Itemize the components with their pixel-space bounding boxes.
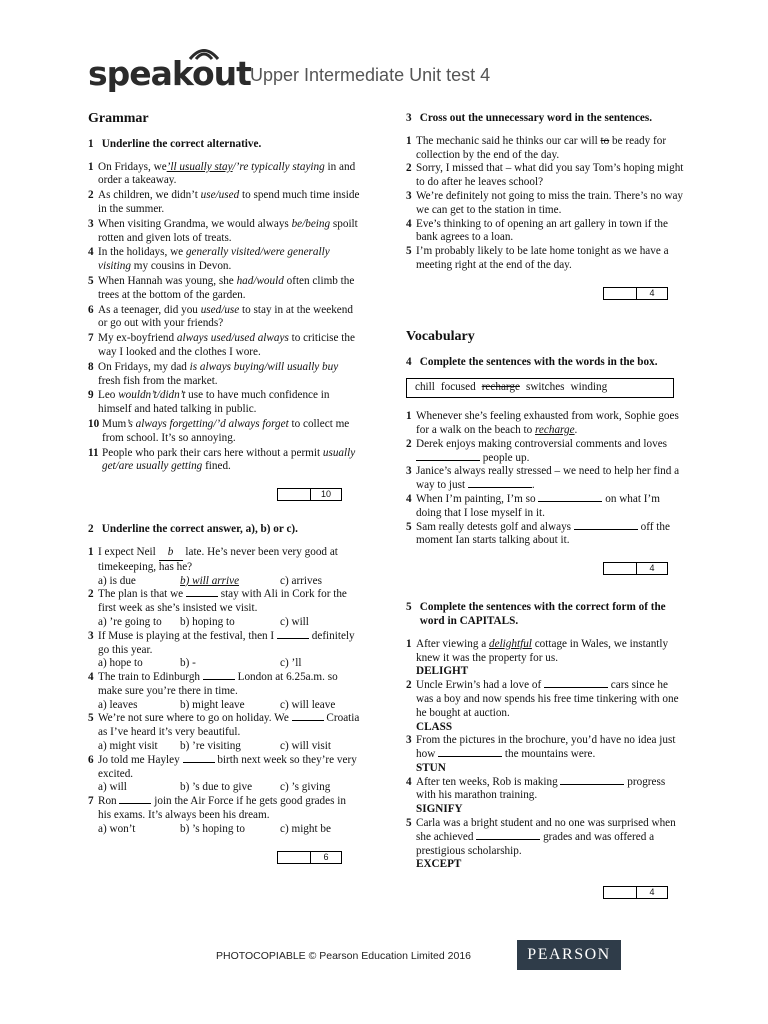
- capital-word: SIGNIFY: [416, 803, 463, 816]
- option-b: b) ’s hoping to: [180, 822, 245, 835]
- item-text: [98, 246, 360, 274]
- right-column: [406, 112, 686, 899]
- item-number: 4: [406, 492, 412, 505]
- item-text: [416, 734, 686, 762]
- item-text-part: The plan is that we: [98, 588, 186, 601]
- alternative-a: usually get/are usually getting: [102, 446, 356, 473]
- answer-blank: delightful: [489, 637, 532, 650]
- q2-items: [88, 546, 360, 837]
- item-number: 2: [406, 679, 412, 692]
- option-a: a) won’t: [98, 822, 136, 835]
- q1-instruction: 1 Underline the correct alternative.: [88, 137, 262, 150]
- option-a: a) might visit: [98, 740, 158, 753]
- q2-instruction: 2 Underline the correct answer, a), b) or c).: [88, 523, 298, 536]
- item-text: [98, 332, 360, 360]
- list-item: [406, 162, 686, 190]
- answer-blank: [538, 501, 602, 502]
- list-item: [88, 418, 360, 446]
- grammar-title: Grammar: [88, 111, 149, 126]
- item-text: [98, 754, 360, 782]
- item-text-part: in and order a takeaway.: [98, 160, 356, 187]
- item-number: 2: [406, 162, 412, 175]
- item-number: 3: [406, 465, 412, 478]
- item-text-part: birth next week so they’re very excited.: [98, 753, 357, 780]
- option-c: c) ’ll: [280, 657, 302, 670]
- answer-blank: [438, 756, 502, 757]
- item-text-part: join the Air Force if he gets good grades in his exams. It’s always been his dream.: [98, 795, 346, 822]
- item-text: [98, 389, 360, 417]
- list-item: [406, 245, 686, 273]
- answer-options: [88, 657, 360, 671]
- option-a: a) leaves: [98, 698, 138, 711]
- alternative-a: always used/used always: [176, 332, 289, 345]
- item-text-part: cottage in Wales, we instantly knew it was the property for us.: [416, 637, 669, 664]
- q3-items: [406, 135, 686, 273]
- list-item: [406, 734, 686, 762]
- answer-blank: [203, 679, 235, 680]
- answer-blank: [416, 460, 480, 461]
- item-text: [98, 361, 360, 389]
- item-text-part: my cousins in Devon.: [130, 260, 232, 273]
- list-item: [88, 671, 360, 699]
- item-text-part: London at 6.25a.m. so make sure you’re there in time.: [98, 671, 338, 697]
- list-item: [88, 218, 360, 246]
- list-item: [406, 135, 686, 163]
- item-number: 5: [406, 245, 412, 258]
- item-number: 5: [406, 520, 412, 533]
- item-number: 1: [406, 134, 412, 147]
- item-text: [416, 245, 686, 273]
- list-item: [88, 361, 360, 389]
- box-word: recharge: [481, 381, 520, 394]
- item-text-part: When visiting Grandma, we would always: [98, 217, 292, 230]
- option-a: a) hope to: [98, 657, 143, 670]
- q3-score-box: 4: [406, 287, 668, 300]
- q2-score-box: 6: [88, 851, 342, 864]
- list-item: [88, 588, 360, 616]
- item-number: 4: [406, 775, 412, 788]
- capital-word: CLASS: [416, 720, 453, 733]
- item-number: 3: [88, 217, 94, 230]
- item-text-part: people up.: [480, 451, 530, 464]
- q5-score-box: 4: [406, 886, 668, 899]
- item-text-part: My ex-boyfriend: [98, 332, 177, 345]
- q5-instruction: 5 Complete the sentences with the correct form of the word in CAPITALS.: [406, 601, 666, 627]
- item-text-part: After viewing a: [416, 637, 490, 650]
- answer-options: [88, 616, 360, 630]
- alternative-b: ’re typically staying: [235, 160, 325, 173]
- item-text: [102, 447, 360, 475]
- item-text-part: After ten weeks, Rob is making: [416, 775, 561, 788]
- list-item: [88, 332, 360, 360]
- item-number: 7: [88, 332, 94, 345]
- answer-blank: [560, 784, 624, 785]
- q3-instruction: 3 Cross out the unnecessary word in the sentences.: [406, 112, 653, 124]
- item-number: 10: [88, 417, 100, 430]
- item-text-part: to stay in at the weekend or go out with your friends?: [98, 303, 353, 330]
- capital-word: STUN: [416, 761, 446, 774]
- option-c: c) arrives: [280, 574, 322, 587]
- item-number: 9: [88, 389, 94, 402]
- item-text: [416, 817, 686, 858]
- item-number: 6: [88, 303, 94, 316]
- item-text: [416, 493, 686, 521]
- option-a: a) ’re going to: [98, 615, 162, 628]
- answer-blank: [544, 687, 608, 688]
- item-text: [98, 275, 360, 303]
- item-text-part: Sam really detests golf and always: [416, 520, 574, 533]
- item-text: [416, 776, 686, 804]
- word-box: [406, 378, 674, 398]
- item-text: [416, 638, 686, 666]
- answer-blank: [186, 596, 218, 597]
- option-b: b) will arrive: [180, 574, 240, 587]
- alternative-a: ’s always forgetting/’d always forget: [126, 417, 289, 430]
- q5-section: [406, 601, 686, 899]
- item-text-part: be ready for collection by the end of the day.: [416, 134, 667, 161]
- item-number: 3: [88, 629, 94, 642]
- list-item: [88, 246, 360, 274]
- list-item: [88, 630, 360, 658]
- item-text: [416, 218, 686, 246]
- box-word: chill: [415, 381, 435, 394]
- list-item: [406, 190, 686, 218]
- q1-items: [88, 161, 360, 475]
- list-item: [406, 817, 686, 858]
- item-number: 2: [88, 189, 94, 202]
- item-text-part: When I’m painting, I’m so: [416, 492, 539, 505]
- item-text-part: The mechanic said he thinks our car will: [416, 134, 601, 147]
- q5-items: [406, 638, 686, 873]
- item-number: 4: [88, 246, 94, 259]
- speakout-logo: speakout: [88, 54, 251, 93]
- option-c: c) will visit: [280, 740, 331, 753]
- option-c: c) ’s giving: [280, 781, 331, 794]
- item-text-part: Sorry, I missed that – what did you say Tom’s hoping might to do after he leaves school?: [416, 162, 684, 189]
- list-item: [88, 275, 360, 303]
- item-number: 1: [88, 545, 94, 558]
- item-text-part: Derek enjoys making controversial comments and loves: [416, 437, 668, 450]
- list-item: [88, 447, 360, 475]
- option-b: b) ’re visiting: [180, 740, 241, 753]
- item-text: [98, 712, 360, 740]
- item-text: [416, 162, 686, 190]
- item-text: [98, 630, 360, 658]
- pearson-logo: PEARSON: [517, 940, 621, 970]
- list-item: [406, 776, 686, 804]
- item-text: [416, 465, 686, 493]
- answer-options: [88, 781, 360, 795]
- item-text-part: When Hannah was young, she: [98, 274, 237, 287]
- list-item: [406, 679, 686, 720]
- item-text-part: spoilt rotten and given lots of treats.: [98, 217, 358, 244]
- item-text-part: Croatia as I’ve heard it’s very beautiful.: [98, 712, 360, 739]
- item-number: 1: [406, 637, 412, 650]
- item-text-part: stay with Ali in Cork for the first week as she’s insisted we visit.: [98, 588, 347, 615]
- item-text-part: .: [574, 423, 578, 436]
- answer-blank: recharge: [534, 423, 575, 436]
- item-text-part: Uncle Erwin’s had a love of: [416, 679, 544, 692]
- option-c: c) might be: [280, 822, 331, 835]
- item-text-part: We’re not sure where to go on holiday. We: [98, 712, 292, 725]
- option-c: c) will: [280, 615, 309, 628]
- item-text: [98, 161, 360, 189]
- alternative-a: ’ll usually stay: [166, 160, 233, 173]
- item-number: 2: [88, 588, 94, 601]
- answer-blank: [119, 803, 151, 804]
- box-word: switches: [526, 381, 565, 394]
- item-number: 3: [406, 734, 412, 747]
- item-number: 6: [88, 753, 94, 766]
- item-number: 4: [88, 671, 94, 684]
- item-text-part: on what I’m doing that I lose myself in it.: [416, 492, 660, 519]
- item-text-part: In the holidays, we: [98, 246, 186, 259]
- capital-word: DELIGHT: [416, 665, 469, 678]
- list-item: [406, 493, 686, 521]
- item-text-part: use to have much confidence in himself and hated talking in public.: [98, 389, 330, 416]
- item-text-part: fresh fish from the market.: [98, 374, 218, 387]
- item-text-part: On Fridays, my dad: [98, 360, 190, 373]
- item-number: 11: [88, 446, 99, 459]
- alternative-a: wouldn’t/didn’t: [118, 389, 186, 402]
- copyright-footer: PHOTOCOPIABLE © Pearson Education Limited 2016: [216, 950, 472, 962]
- item-text-part: often climb the trees at the bottom of the garden.: [98, 274, 355, 301]
- q4-items: [406, 410, 686, 548]
- item-number: 1: [406, 410, 412, 423]
- item-text-part: the mountains were.: [502, 748, 596, 761]
- option-b: b) hoping to: [180, 615, 235, 628]
- item-text: [98, 546, 360, 575]
- list-item: [406, 521, 686, 549]
- item-text-part: to criticise the way I looked and the clothes I wore.: [98, 332, 355, 358]
- q2-section: [88, 523, 360, 864]
- item-text-part: fined.: [202, 460, 231, 473]
- item-text-part: progress with his marathon training.: [416, 775, 666, 802]
- list-item: [88, 161, 360, 189]
- option-b: b) -: [180, 657, 196, 670]
- list-item: [88, 189, 360, 217]
- capital-word: EXCEPT: [416, 858, 462, 871]
- item-number: 3: [406, 189, 412, 202]
- item-number: 7: [88, 795, 94, 808]
- item-number: 1: [88, 160, 94, 173]
- list-item: [88, 795, 360, 823]
- box-word: winding: [570, 381, 608, 394]
- crossed-word: to: [600, 134, 610, 147]
- item-text-part: to spend much time inside in the summer.: [98, 189, 360, 215]
- vocabulary-title: Vocabulary: [406, 328, 475, 344]
- item-text: [416, 190, 686, 218]
- list-item: [406, 410, 686, 438]
- item-number: 8: [88, 360, 94, 373]
- item-text: [416, 410, 686, 438]
- option-a: a) will: [98, 781, 127, 794]
- item-number: 5: [88, 274, 94, 287]
- item-text-part: We’re definitely not going to miss the train. There’s no way we can get to the station in time.: [416, 189, 684, 216]
- list-item: [88, 754, 360, 782]
- alternative-a: generally visited/were generally visiting: [98, 246, 330, 273]
- item-text: [102, 418, 360, 446]
- item-text: [98, 218, 360, 246]
- item-text-part: late. He’s never been very good at timekeeping, has he?: [98, 545, 338, 573]
- option-b: b) ’s due to give: [180, 781, 253, 794]
- item-text: [98, 304, 360, 332]
- item-text-part: Leo: [98, 389, 119, 402]
- left-column: [88, 112, 360, 864]
- item-text: [98, 588, 360, 616]
- list-item: [406, 218, 686, 246]
- option-c: c) will leave: [280, 698, 336, 711]
- unit-subtitle: Upper Intermediate Unit test 4: [250, 65, 491, 85]
- item-text-part: If Muse is playing at the festival, then I: [98, 629, 277, 642]
- item-number: 5: [88, 712, 94, 725]
- item-text-part: From the pictures in the brochure, you’d have no idea just how: [416, 734, 676, 761]
- answer-blank: [183, 762, 215, 763]
- answer-blank: [277, 638, 309, 639]
- item-text-part: Eve’s thinking to of opening an art gallery in town if the bank agrees to a loan.: [416, 217, 668, 244]
- item-text: [98, 795, 360, 823]
- item-text-part: I expect Neil: [98, 545, 159, 558]
- list-item: [406, 465, 686, 493]
- item-text-part: definitely go this year.: [98, 629, 355, 656]
- item-text-part: Mum: [102, 417, 127, 430]
- item-text-part: Whenever she’s feeling exhausted from work, Sophie goes for a walk on the beach to: [416, 410, 679, 436]
- list-item: [406, 638, 686, 666]
- item-text-part: I’m probably likely to be late home tonight as we have a meeting right at the end of the day.: [416, 245, 669, 271]
- answer-blank: [574, 529, 638, 530]
- q4-score-box: 4: [406, 562, 668, 575]
- list-item: [88, 546, 360, 575]
- answer-options: [88, 823, 360, 837]
- q4-instruction: 4 Complete the sentences with the words in the box.: [406, 355, 658, 368]
- alternative-a: use/used: [200, 189, 240, 202]
- item-text-part: Ron: [98, 795, 120, 808]
- answer-blank: [468, 487, 532, 488]
- answer-blank: b: [159, 546, 183, 561]
- item-text-part: The train to Edinburgh: [98, 671, 203, 684]
- answer-blank: [476, 839, 540, 840]
- item-text-part: As a teenager, did you: [98, 303, 201, 316]
- item-number: 2: [406, 437, 412, 450]
- item-text-part: off the moment Ian starts talking about it.: [416, 520, 670, 547]
- item-text-part: People who park their cars here without a permit: [102, 446, 323, 459]
- item-text-part: to collect me from school. It’s so annoying.: [102, 417, 350, 444]
- item-text: [98, 189, 360, 217]
- item-text: [416, 521, 686, 549]
- list-item: [88, 712, 360, 740]
- item-text-part: Jo told me Hayley: [98, 753, 183, 766]
- item-text: [416, 438, 686, 466]
- item-text-part: On Fridays, we: [98, 160, 167, 173]
- item-number: 5: [406, 817, 412, 830]
- item-number: 4: [406, 217, 412, 230]
- signal-arc-icon: [184, 44, 224, 60]
- list-item: [88, 304, 360, 332]
- option-b: b) might leave: [180, 698, 245, 711]
- q1-score-box: 10: [88, 488, 342, 501]
- item-text: [416, 135, 686, 163]
- answer-options: [88, 740, 360, 754]
- answer-options: [88, 575, 360, 589]
- option-a: a) is due: [98, 574, 136, 587]
- separator: /: [232, 160, 236, 173]
- list-item: [88, 389, 360, 417]
- item-text: [98, 671, 360, 699]
- item-text-part: .: [531, 479, 535, 492]
- answer-blank: [292, 720, 324, 721]
- box-word: focused: [440, 381, 476, 394]
- vocabulary-section: [406, 330, 686, 575]
- answer-options: [88, 699, 360, 713]
- item-text-part: grades and was offered a prestigious scholarship.: [416, 830, 655, 857]
- alternative-a: used/use: [200, 303, 240, 316]
- list-item: [406, 438, 686, 466]
- item-text-part: Carla was a bright student and no one was surprised when she achieved: [416, 817, 676, 843]
- item-text-part: cars since he was a boy and now spends his free time tinkering with one he bought at auction.: [416, 679, 679, 719]
- alternative-a: be/being: [291, 217, 331, 230]
- alternative-a: had/would: [236, 274, 284, 287]
- alternative-a: is always buying/will usually buy: [189, 360, 339, 373]
- item-text: [416, 679, 686, 720]
- item-text-part: As children, we didn’t: [98, 189, 201, 202]
- item-text-part: Janice’s always really stressed – we need to help her find a way to just: [416, 465, 680, 492]
